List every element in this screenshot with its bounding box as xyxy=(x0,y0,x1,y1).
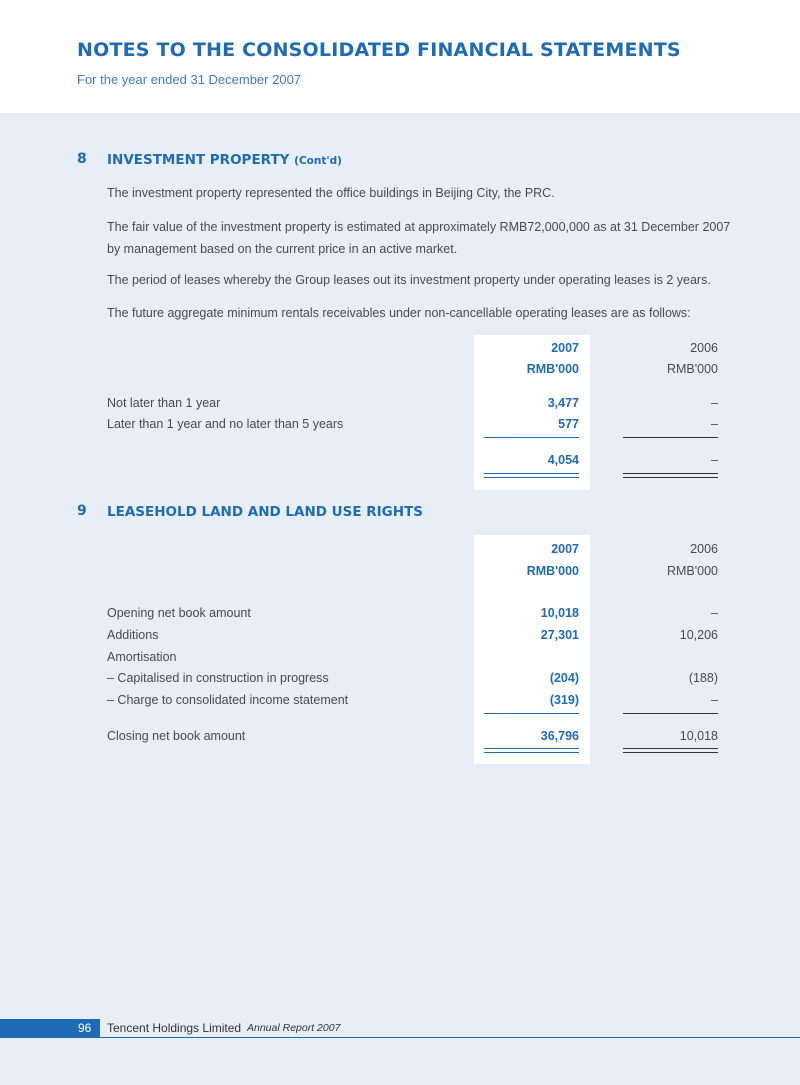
section-8-paragraph-1: The investment property represented the office buildings in Beijing City, the PRC. xyxy=(107,186,555,200)
section-9-col-2006: 2006 xyxy=(690,542,718,556)
footer-company-name: Tencent Holdings Limited xyxy=(107,1021,242,1035)
section-9-total-2007: 36,796 xyxy=(540,729,579,743)
section-8-subtotal-rule-2007 xyxy=(484,437,579,438)
section-8-row-1-2006: – xyxy=(711,396,718,410)
section-9-total-label: Closing net book amount xyxy=(107,729,246,743)
section-9-row-1-label: Opening net book amount xyxy=(107,606,251,620)
section-8-col-2007: 2007 xyxy=(551,341,579,355)
section-9-unit-2007: RMB'000 xyxy=(526,564,579,578)
page-header xyxy=(0,0,800,113)
section-8-row-2-2006: – xyxy=(711,417,718,431)
page-subtitle: For the year ended 31 December 2007 xyxy=(77,72,302,87)
section-8-row-1-label: Not later than 1 year xyxy=(107,396,221,410)
section-9-row-2-2006: 10,206 xyxy=(679,628,718,642)
section-8-total-double-rule-2006 xyxy=(623,473,718,478)
page-title: NOTES TO THE CONSOLIDATED FINANCIAL STATEMENTS xyxy=(77,39,681,61)
section-8-total-double-rule-2007 xyxy=(484,473,579,478)
footer-report-name: Annual Report 2007 xyxy=(247,1022,341,1034)
section-8-title-suffix: (Cont'd) xyxy=(294,155,342,167)
section-9-number: 9 xyxy=(77,503,87,519)
section-9-total-2006: 10,018 xyxy=(679,729,718,743)
section-8-total-2007: 4,054 xyxy=(547,453,579,467)
page-number: 96 xyxy=(78,1021,92,1035)
section-9-row-1-2006: – xyxy=(711,606,718,620)
section-8-paragraph-4: The future aggregate minimum rentals receivables under non-cancellable operating leases are as follows: xyxy=(107,306,691,320)
section-9-row-5-label: – Charge to consolidated income statement xyxy=(107,693,349,707)
section-9-row-4-2006: (188) xyxy=(688,671,718,685)
section-8-row-2-label: Later than 1 year and no later than 5 years xyxy=(107,417,344,431)
section-8-row-1-2007: 3,477 xyxy=(547,396,579,410)
section-9-row-4-label: – Capitalised in construction in progress xyxy=(107,671,329,685)
section-9-unit-2006: RMB'000 xyxy=(666,564,718,578)
section-9-row-2-2007: 27,301 xyxy=(540,628,579,642)
section-9-title: LEASEHOLD LAND AND LAND USE RIGHTS xyxy=(107,504,423,520)
section-9-row-5-2007: (319) xyxy=(549,693,579,707)
section-8-title xyxy=(107,152,342,168)
section-9-total-double-rule-2007 xyxy=(484,748,579,753)
section-8-title-text: INVESTMENT PROPERTY xyxy=(107,152,290,168)
section-9-row-1-2007: 10,018 xyxy=(540,606,579,620)
section-8-col-2006: 2006 xyxy=(690,341,718,355)
section-9-subtotal-rule-2007 xyxy=(484,713,579,714)
footer-rule xyxy=(100,1037,800,1038)
section-9-row-4-2007: (204) xyxy=(549,671,579,685)
section-8-total-2006: – xyxy=(711,453,718,467)
section-8-number: 8 xyxy=(77,151,87,167)
section-8-paragraph-2: The fair value of the investment property is estimated at approximately RMB72,000,000 as at 31 December 2007 by management based on the current price in an active market. xyxy=(107,220,731,256)
section-8-subtotal-rule-2006 xyxy=(623,437,718,438)
section-9-row-2-label: Additions xyxy=(107,628,159,642)
section-9-row-3-label: Amortisation xyxy=(107,650,177,664)
section-8-unit-2007: RMB'000 xyxy=(526,362,579,376)
section-8-paragraph-3: The period of leases whereby the Group leases out its investment property under operating leases is 2 years. xyxy=(107,273,711,287)
section-9-col-2007: 2007 xyxy=(551,542,579,556)
section-9-subtotal-rule-2006 xyxy=(623,713,718,714)
section-9-row-5-2006: – xyxy=(711,693,718,707)
section-9-total-double-rule-2006 xyxy=(623,748,718,753)
section-8-row-2-2007: 577 xyxy=(558,417,579,431)
section-8-unit-2006: RMB'000 xyxy=(666,362,718,376)
